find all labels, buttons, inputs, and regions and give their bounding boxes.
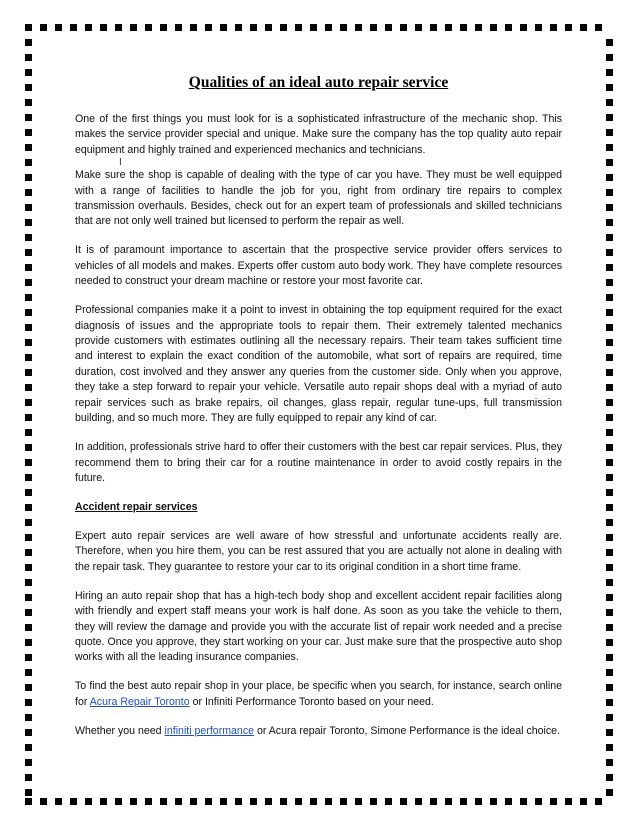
border-dot [25, 798, 32, 805]
border-dot [606, 534, 613, 541]
border-dot [205, 798, 212, 805]
border-dot [370, 24, 377, 31]
border-dot [565, 24, 572, 31]
border-dot [490, 798, 497, 805]
border-dot [606, 189, 613, 196]
border-dot [415, 798, 422, 805]
border-dot [310, 798, 317, 805]
border-dot [25, 324, 32, 331]
border-dot [25, 69, 32, 76]
border-dot [606, 699, 613, 706]
border-dot [606, 279, 613, 286]
border-dot [606, 324, 613, 331]
border-dot [606, 54, 613, 61]
border-dot [25, 489, 32, 496]
border-dot [355, 24, 362, 31]
border-dot [25, 159, 32, 166]
border-dot [606, 684, 613, 691]
border-dot [55, 24, 62, 31]
border-dot [606, 264, 613, 271]
border-dot [25, 54, 32, 61]
border-dot [25, 279, 32, 286]
border-dot [606, 414, 613, 421]
border-dot [606, 219, 613, 226]
border-dot [606, 564, 613, 571]
border-dot [606, 399, 613, 406]
section-heading-text: Accident repair services [75, 500, 198, 513]
border-dot [606, 429, 613, 436]
paragraph-7: Hiring an auto repair shop that has a high-tech body shop and excellent accident repair facilities along with friendly and expert staff means your work is half done. As soon as you take the vehicle to them, they will review the damage and provide you with the accurate list of repair work needed and a precise quote. Once you approve, they start working on your car. Just make sure that the prospective auto shop works with all the leading insurance companies. [75, 589, 562, 664]
border-dot [595, 798, 602, 805]
border-dot [606, 234, 613, 241]
border-dot [565, 798, 572, 805]
border-dot [25, 144, 32, 151]
border-dot [25, 609, 32, 616]
section-heading-accident [75, 500, 562, 515]
border-dot [535, 798, 542, 805]
border-dot [385, 24, 392, 31]
text-cursor-mark: I [119, 157, 122, 169]
border-dot [550, 24, 557, 31]
border-dot [415, 24, 422, 31]
border-dot [550, 798, 557, 805]
border-dot [25, 669, 32, 676]
border-dot [280, 798, 287, 805]
border-dot [250, 798, 257, 805]
border-dot [606, 714, 613, 721]
paragraph-9-text-b: or Acura repair Toronto, Simone Performance is the ideal choice. [254, 724, 561, 737]
border-dot [606, 204, 613, 211]
border-dot [505, 24, 512, 31]
border-dot [520, 24, 527, 31]
paragraph-6: Expert auto repair services are well aware of how stressful and unfortunate accidents really are. Therefore, when you hire them, you can be rest assured that you are actually not alone in dealing with the repair task. They guarantee to restore your car to its original condition in a short time frame. [75, 529, 562, 573]
border-dot [25, 459, 32, 466]
border-dot [400, 798, 407, 805]
border-dot [115, 798, 122, 805]
border-dot [606, 624, 613, 631]
border-dot [25, 264, 32, 271]
border-dot [85, 798, 92, 805]
border-dot [25, 114, 32, 121]
border-dot [490, 24, 497, 31]
border-dot [606, 474, 613, 481]
border-dot [25, 84, 32, 91]
paragraph-3: It is of paramount importance to ascertain that the prospective service provider offers services to vehicles of all models and makes. Experts offer custom auto body work. They have complete resources needed to construct your dream machine or restore your most favorite car. [75, 244, 562, 288]
border-dot [25, 339, 32, 346]
border-dot [606, 129, 613, 136]
border-dot [220, 24, 227, 31]
border-dot [25, 399, 32, 406]
border-dot [580, 24, 587, 31]
border-dot [235, 798, 242, 805]
border-dot [220, 798, 227, 805]
border-dot [606, 249, 613, 256]
border-dot [25, 699, 32, 706]
border-dot [606, 774, 613, 781]
border-dot [115, 24, 122, 31]
border-dot [606, 369, 613, 376]
border-dot [40, 24, 47, 31]
border-dot [606, 594, 613, 601]
border-dot [475, 24, 482, 31]
border-dot [40, 798, 47, 805]
border-dot [100, 24, 107, 31]
border-dot [175, 24, 182, 31]
border-dot [25, 789, 32, 796]
border-dot [25, 639, 32, 646]
border-dot [25, 759, 32, 766]
border-dot [265, 24, 272, 31]
border-dot [25, 504, 32, 511]
border-dot [606, 39, 613, 46]
border-dot [445, 798, 452, 805]
border-dot [25, 204, 32, 211]
document-page [75, 74, 562, 753]
border-dot [606, 99, 613, 106]
border-dot [606, 309, 613, 316]
border-dot [100, 798, 107, 805]
border-dot [606, 144, 613, 151]
border-dot [340, 798, 347, 805]
paragraph-8-text-a: To find the best auto repair shop in your place, be specific when you search, for instance, search online for [75, 680, 562, 708]
border-dot [460, 798, 467, 805]
border-dot [25, 579, 32, 586]
border-dot [25, 354, 32, 361]
border-dot [325, 24, 332, 31]
border-dot [580, 798, 587, 805]
paragraph-4: Professional companies make it a point to invest in obtaining the top equipment required for the exact diagnosis of issues and the appropriate tools to repair them. Their extremely talented mechanics provide customers with estimates outlining all the necessary repairs. Their team takes sufficient time and interest to explain the exact condition of the automobile, what sort of repairs are required, time duration, cost involved and they answer any queries from the customer side. Only when you approve, they take a step forward to repair your vehicle. Versatile auto repair shops deal with a myriad of auto repair services such as brake repairs, oil changes, glass repair, regular tune-ups, full transmission building, and so much more. They are fully equipped to repair any kind of car. [75, 304, 562, 425]
border-dot [25, 444, 32, 451]
border-dot [606, 579, 613, 586]
border-dot [606, 69, 613, 76]
border-dot [25, 99, 32, 106]
border-dot [430, 24, 437, 31]
paragraph-8-text-b: or Infiniti Performance Toronto based on your need. [189, 695, 434, 708]
paragraph-5: In addition, professionals strive hard to offer their customers with the best car repair services. Plus, they recommend them to bring their car for a routine maintenance in order to avoid costly repairs in the future. [75, 441, 562, 484]
border-dot [606, 744, 613, 751]
border-dot [250, 24, 257, 31]
border-dot [160, 24, 167, 31]
border-dot [475, 798, 482, 805]
border-dot [606, 114, 613, 121]
border-dot [280, 24, 287, 31]
border-dot [25, 429, 32, 436]
paragraph-1: One of the first things you must look for is a sophisticated infrastructure of the mechanic shop. This makes the service provider special and unique. Make sure the company has the top quality auto repair equipment and highly trained and experienced mechanics and technicians. [75, 113, 562, 156]
border-dot [606, 354, 613, 361]
border-dot [25, 219, 32, 226]
border-dot [606, 519, 613, 526]
border-dot [606, 759, 613, 766]
border-dot [25, 249, 32, 256]
border-dot [606, 339, 613, 346]
border-dot [606, 84, 613, 91]
border-dot [505, 798, 512, 805]
border-dot [25, 519, 32, 526]
border-dot [25, 624, 32, 631]
border-dot [535, 24, 542, 31]
border-dot [25, 549, 32, 556]
border-dot [25, 729, 32, 736]
border-dot [606, 789, 613, 796]
border-dot [595, 24, 602, 31]
border-dot [606, 444, 613, 451]
border-dot [205, 24, 212, 31]
border-dot [370, 798, 377, 805]
border-dot [606, 609, 613, 616]
paragraph-9-text-a: Whether you need [75, 724, 165, 737]
border-dot [325, 798, 332, 805]
border-dot [295, 24, 302, 31]
border-dot [190, 798, 197, 805]
border-dot [606, 159, 613, 166]
border-dot [385, 798, 392, 805]
border-dot [25, 294, 32, 301]
border-dot [25, 534, 32, 541]
border-dot [355, 798, 362, 805]
border-dot [606, 729, 613, 736]
border-dot [295, 798, 302, 805]
border-dot [25, 369, 32, 376]
border-dot [25, 594, 32, 601]
border-dot [160, 798, 167, 805]
border-dot [25, 744, 32, 751]
border-dot [190, 24, 197, 31]
border-dot [145, 24, 152, 31]
border-dot [310, 24, 317, 31]
infiniti-performance-link[interactable]: infiniti performance [164, 724, 255, 737]
border-dot [25, 774, 32, 781]
border-dot [520, 798, 527, 805]
border-dot [25, 654, 32, 661]
border-dot [606, 669, 613, 676]
border-dot [25, 309, 32, 316]
border-dot [130, 798, 137, 805]
border-dot [606, 654, 613, 661]
border-dot [606, 174, 613, 181]
paragraph-8 [75, 679, 562, 710]
border-dot [606, 384, 613, 391]
border-dot [265, 798, 272, 805]
border-dot [25, 684, 32, 691]
border-dot [430, 798, 437, 805]
border-dot [70, 798, 77, 805]
border-dot [55, 798, 62, 805]
border-dot [70, 24, 77, 31]
border-dot [145, 798, 152, 805]
border-dot [606, 294, 613, 301]
border-dot [460, 24, 467, 31]
border-dot [235, 24, 242, 31]
border-dot [25, 384, 32, 391]
border-dot [25, 129, 32, 136]
border-dot [25, 474, 32, 481]
border-dot [606, 549, 613, 556]
border-dot [130, 24, 137, 31]
border-dot [606, 639, 613, 646]
border-dot [25, 174, 32, 181]
border-dot [25, 714, 32, 721]
acura-repair-toronto-link[interactable]: Acura Repair Toronto [89, 695, 190, 708]
border-dot [25, 189, 32, 196]
paragraph-2: Make sure the shop is capable of dealing with the type of car you have. They must be well equipped with a range of facilities to handle the job for you, right from ordinary tire repairs to complex transmission overhauls. Besides, check out for an expert team of professionals and skilled technicians that are not only well trained but licensed to perform the repair as well. [75, 169, 562, 228]
border-dot [606, 504, 613, 511]
border-dot [175, 798, 182, 805]
border-dot [25, 24, 32, 31]
border-dot [445, 24, 452, 31]
border-dot [606, 489, 613, 496]
border-dot [25, 234, 32, 241]
paragraph-9 [75, 724, 562, 739]
document-title: Qualities of an ideal auto repair service [188, 74, 449, 91]
border-dot [25, 414, 32, 421]
border-dot [25, 39, 32, 46]
border-dot [606, 459, 613, 466]
border-dot [400, 24, 407, 31]
border-dot [85, 24, 92, 31]
border-dot [340, 24, 347, 31]
border-dot [25, 564, 32, 571]
